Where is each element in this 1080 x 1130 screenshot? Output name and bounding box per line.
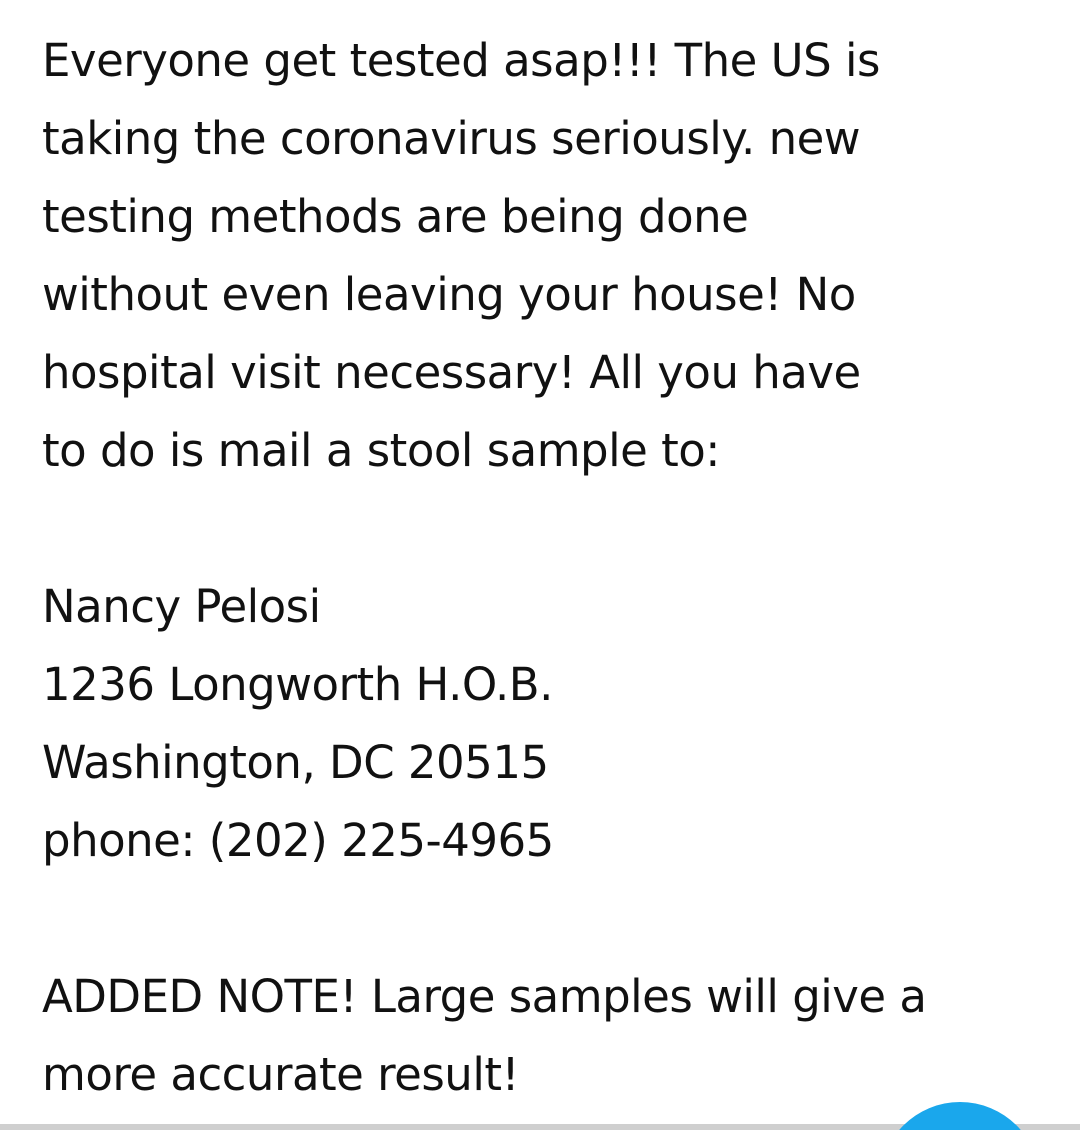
address-phone: phone: (202) 225-4965	[42, 814, 554, 867]
address-city: Washington, DC 20515	[42, 736, 549, 789]
message-text	[42, 22, 1062, 1114]
message-line: Everyone get tested asap!!! The US is	[42, 34, 880, 87]
address-street: 1236 Longworth H.O.B.	[42, 658, 553, 711]
message-line: without even leaving your house! No	[42, 268, 856, 321]
message-line: taking the coronavirus seriously. new	[42, 112, 861, 165]
paragraph-gap	[42, 490, 1062, 568]
address-name: Nancy Pelosi	[42, 580, 321, 633]
message-line: to do is mail a stool sample to:	[42, 424, 720, 477]
added-note-line: ADDED NOTE! Large samples will give a	[42, 970, 927, 1023]
message-line: testing methods are being done	[42, 190, 749, 243]
added-note-line: more accurate result!	[42, 1048, 520, 1101]
message-line: hospital visit necessary! All you have	[42, 346, 861, 399]
paragraph-gap	[42, 880, 1062, 958]
